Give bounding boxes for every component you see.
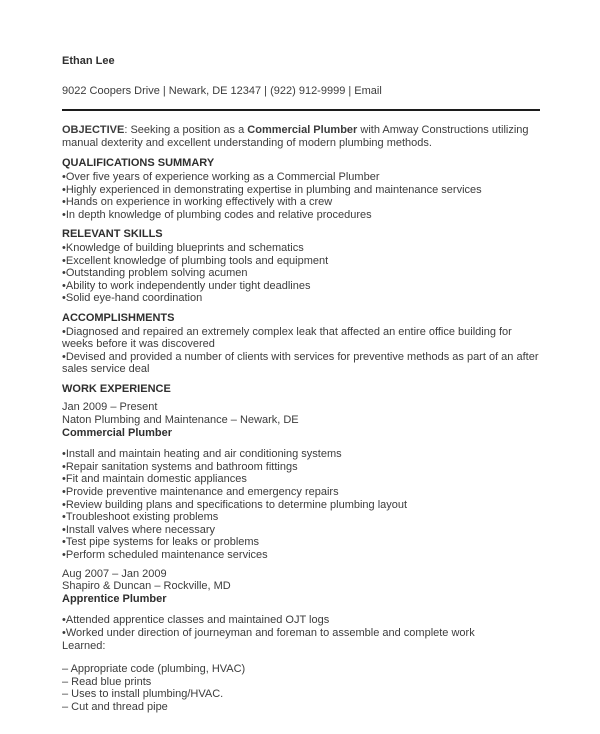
header-divider (62, 109, 540, 111)
job-duties (62, 448, 540, 561)
job-title: Commercial Plumber (62, 426, 173, 439)
bullet-item: • Knowledge of building blueprints and schematics (62, 242, 540, 255)
section-heading-qualifications: QUALIFICATIONS SUMMARY (62, 157, 215, 170)
job-dates: Jan 2009 – Present (62, 401, 158, 414)
bullet-item: • Excellent knowledge of plumbing tools and equipment (62, 255, 540, 268)
bullet-item: • Devised and provided a number of clients with services for preventive methods as part of an after sales service deal (62, 351, 540, 376)
bullet-item: • Diagnosed and repaired an extremely complex leak that affected an entire office building for weeks before it was discovered (62, 326, 540, 351)
job-entry (62, 401, 540, 561)
bullet-item: • Review building plans and specifications to determine plumbing layout (62, 499, 540, 512)
bullet-item: • Solid eye-hand coordination (62, 292, 540, 305)
bullet-item: • Install and maintain heating and air conditioning systems (62, 448, 540, 461)
contact-line: 9022 Coopers Drive | Newark, DE 12347 | (922) 912-9999 | Email (62, 84, 382, 97)
candidate-name: Ethan Lee (62, 55, 115, 67)
learned-list (62, 663, 540, 713)
objective-label: OBJECTIVE (62, 124, 125, 137)
bullet-item: • Hands on experience in working effectively with a crew (62, 196, 540, 209)
dash-item: – Read blue prints (62, 675, 152, 688)
job-title: Apprentice Plumber (62, 592, 167, 605)
section-heading-skills: RELEVANT SKILLS (62, 228, 163, 241)
objective-highlight: Commercial Plumber (247, 124, 358, 137)
job-entry (62, 568, 540, 714)
bullet-item: • Attended apprentice classes and maintained OJT logs (62, 614, 540, 627)
dash-item: – Cut and thread pipe (62, 700, 168, 713)
job-dates: Aug 2007 – Jan 2009 (62, 567, 167, 580)
bullet-item: • Repair sanitation systems and bathroom fittings (62, 461, 540, 474)
bullet-item: • In depth knowledge of plumbing codes and relative procedures (62, 209, 540, 222)
bullet-item: • Highly experienced in demonstrating expertise in plumbing and maintenance services (62, 184, 540, 197)
job-duties (62, 614, 540, 652)
bullet-item: • Ability to work independently under tight deadlines (62, 280, 540, 293)
bullet-item: • Install valves where necessary (62, 524, 540, 537)
bullet-item: • Test pipe systems for leaks or problems (62, 536, 540, 549)
bullet-item: • Outstanding problem solving acumen (62, 267, 540, 280)
bullet-item: • Worked under direction of journeyman and foreman to assemble and complete work (62, 627, 540, 640)
bullet-item: • Troubleshoot existing problems (62, 511, 540, 524)
job-company: Naton Plumbing and Maintenance – Newark, DE (62, 414, 299, 427)
bullet-item: • Fit and maintain domestic appliances (62, 473, 540, 486)
learned-label: Learned: (62, 639, 106, 652)
section-heading-accomplishments: ACCOMPLISHMENTS (62, 311, 175, 324)
dash-item: – Appropriate code (plumbing, HVAC) (62, 663, 246, 676)
job-company: Shapiro & Duncan – Rockville, MD (62, 580, 231, 593)
dash-item: – Uses to install plumbing/HVAC. (62, 688, 224, 701)
bullet-item: • Perform scheduled maintenance services (62, 549, 540, 562)
objective-text-post: with Amway Constructions utilizing manual dexterity and excellent understanding of modern plumbing methods. (62, 124, 529, 149)
bullet-item: • Over five years of experience working as a Commercial Plumber (62, 171, 540, 184)
objective-paragraph (62, 124, 540, 149)
section-heading-experience: WORK EXPERIENCE (62, 382, 171, 395)
objective-text-pre: : Seeking a position as a (124, 124, 248, 137)
bullet-item: • Provide preventive maintenance and emergency repairs (62, 486, 540, 499)
